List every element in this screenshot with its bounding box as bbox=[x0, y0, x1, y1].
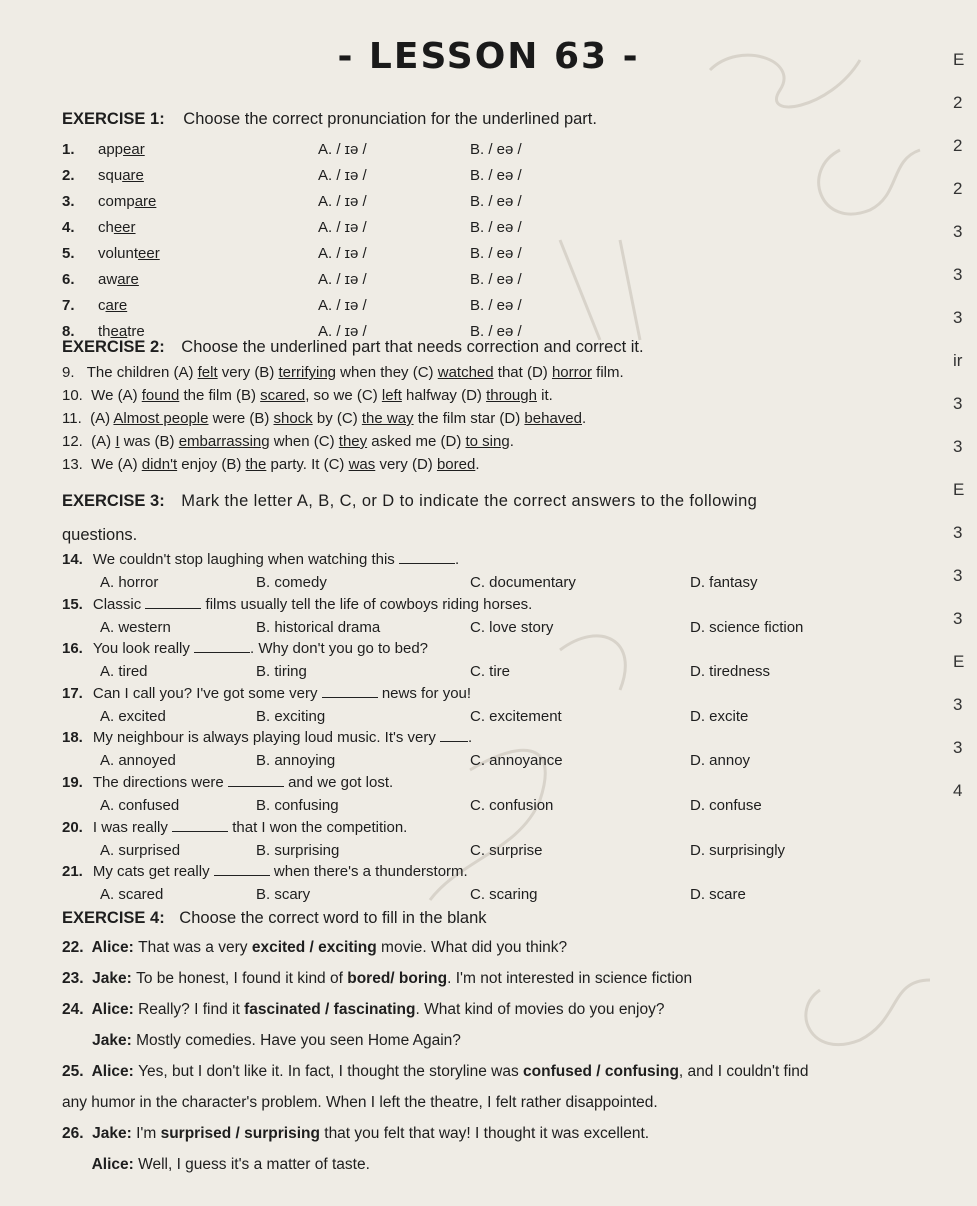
bold-text: surprised / surprising bbox=[160, 1125, 320, 1142]
word-underlined-part: ea bbox=[110, 323, 128, 340]
exercise4-heading bbox=[62, 909, 487, 928]
option-b: B. scary bbox=[256, 886, 311, 904]
question-number: 21. bbox=[62, 863, 83, 881]
sentence-text: halfway (D) bbox=[401, 387, 487, 404]
option-a: A. annoyed bbox=[100, 752, 176, 770]
question-text: The directions were bbox=[92, 774, 228, 791]
question-text: . bbox=[468, 729, 473, 747]
ex1-item-number: 5. bbox=[62, 245, 75, 262]
question-text: . Why don't you go to bed? bbox=[250, 640, 429, 658]
dialogue-text: . I'm not interested in science fiction bbox=[447, 970, 693, 987]
sentence-text: enjoy (B) bbox=[177, 456, 246, 473]
underlined-part: shock bbox=[273, 410, 313, 427]
answer-blank bbox=[214, 863, 270, 876]
option-b: B. comedy bbox=[256, 574, 327, 591]
option-c: C. tire bbox=[470, 663, 511, 681]
bold-text: Alice: bbox=[62, 1156, 139, 1173]
option-b: B. tiring bbox=[256, 663, 307, 681]
sentence-text: 12. (A) bbox=[62, 433, 116, 450]
edge-mark: E bbox=[953, 50, 965, 69]
option-d: D. scare bbox=[690, 886, 746, 904]
underlined-part: watched bbox=[437, 364, 494, 381]
word-part: aw bbox=[98, 271, 118, 288]
ex1-item-word bbox=[98, 219, 136, 236]
bold-text: 25. Alice: bbox=[62, 1063, 139, 1080]
ex1-option-a: A. / ɪə / bbox=[318, 141, 367, 158]
option-a: A. scared bbox=[100, 886, 164, 904]
edge-mark: 3 bbox=[953, 437, 963, 456]
bold-text: 23. Jake: bbox=[62, 970, 137, 987]
answer-blank bbox=[228, 774, 284, 787]
bold-text: fascinated / fascinating bbox=[244, 1001, 416, 1018]
dialogue-text: Mostly comedies. Have you seen Home Again? bbox=[136, 1032, 461, 1049]
dialogue-text: Really? I find it bbox=[138, 1001, 245, 1018]
option-a: A. confused bbox=[100, 797, 180, 814]
sentence-text: 13. We (A) bbox=[62, 456, 142, 473]
dialogue-text: Yes, but I don't like it. In fact, I thought the storyline was bbox=[138, 1063, 524, 1080]
option-c: C. documentary bbox=[470, 574, 576, 591]
ex1-option-a: A. / ɪə / bbox=[318, 245, 367, 262]
bold-text: 22. Alice: bbox=[62, 939, 139, 956]
dialogue-text: , and I couldn't find bbox=[678, 1063, 809, 1080]
edge-mark: 2 bbox=[953, 136, 963, 155]
sentence-text: very (D) bbox=[375, 456, 437, 473]
option-b: B. annoying bbox=[256, 752, 336, 770]
ex1-option-b: B. / eə / bbox=[470, 141, 522, 158]
edge-mark: 2 bbox=[953, 179, 963, 198]
exercise2-instruction: Choose the underlined part that needs correction and correct it. bbox=[181, 338, 644, 356]
ex1-option-a: A. / ɪə / bbox=[318, 323, 367, 340]
edge-mark: 3 bbox=[953, 566, 963, 585]
answer-blank bbox=[194, 640, 250, 653]
word-part: volunt bbox=[98, 245, 139, 262]
edge-mark: 4 bbox=[953, 781, 963, 800]
exercise2-heading bbox=[62, 338, 644, 357]
word-underlined-part: eer bbox=[113, 219, 136, 236]
bold-text: bored/ boring bbox=[347, 970, 448, 987]
sentence-text: 10. We (A) bbox=[62, 387, 142, 404]
sentence-text: . bbox=[475, 456, 480, 473]
option-c: C. surprise bbox=[470, 841, 543, 859]
sentence-text: party. It (C) bbox=[266, 456, 349, 473]
option-d: D. science fiction bbox=[690, 618, 804, 636]
question-number: 16. bbox=[62, 640, 83, 658]
word-part: comp bbox=[98, 193, 135, 210]
ex4-dialogue-line bbox=[62, 1001, 665, 1019]
option-d: D. fantasy bbox=[690, 574, 758, 591]
word-underlined-part: are bbox=[134, 193, 157, 210]
ex3-question bbox=[62, 640, 428, 657]
edge-mark: 3 bbox=[953, 394, 963, 413]
edge-mark: 3 bbox=[953, 523, 963, 542]
ex3-question bbox=[62, 819, 407, 836]
underlined-part: left bbox=[381, 387, 402, 404]
underlined-part: embarrassing bbox=[178, 433, 270, 450]
ex4-dialogue-line bbox=[62, 1032, 461, 1050]
bold-text: excited / exciting bbox=[251, 939, 377, 956]
exercise3-label: EXERCISE 3: bbox=[62, 492, 165, 510]
dialogue-text: any humor in the character's problem. When I left the theatre, I felt rather disappointed. bbox=[62, 1094, 658, 1111]
ex1-option-b: B. / eə / bbox=[470, 219, 522, 236]
option-d: D. tiredness bbox=[690, 663, 771, 681]
ex4-dialogue-line bbox=[62, 1063, 809, 1081]
ex1-option-b: B. / eə / bbox=[470, 167, 522, 184]
ex1-item-word bbox=[98, 141, 145, 158]
exercise3-instruction-line2: questions. bbox=[62, 526, 138, 544]
word-underlined-part: ear bbox=[123, 141, 145, 158]
answer-blank bbox=[399, 551, 455, 564]
underlined-part: felt bbox=[197, 364, 218, 381]
sentence-text: when they (C) bbox=[336, 364, 438, 381]
ex3-question bbox=[62, 774, 393, 791]
sentence-text: it. bbox=[536, 387, 553, 404]
sentence-text: was (B) bbox=[119, 433, 179, 450]
sentence-text: were (B) bbox=[208, 410, 274, 427]
ex1-option-a: A. / ɪə / bbox=[318, 297, 367, 314]
question-text: and we got lost. bbox=[283, 774, 394, 791]
option-a: A. tired bbox=[100, 663, 148, 681]
sentence-text: the film star (D) bbox=[413, 410, 525, 427]
option-d: D. confuse bbox=[690, 797, 762, 814]
dialogue-text: To be honest, I found it kind of bbox=[136, 970, 348, 987]
question-text: films usually tell the life of cowboys riding horses. bbox=[201, 595, 533, 613]
question-text: I was really bbox=[92, 818, 173, 836]
underlined-part: the bbox=[245, 456, 267, 473]
option-c: C. confusion bbox=[470, 797, 554, 814]
sentence-text: film. bbox=[591, 364, 624, 381]
underlined-part: horror bbox=[551, 364, 592, 381]
edge-mark: 3 bbox=[953, 609, 963, 628]
dialogue-text: I'm bbox=[136, 1125, 161, 1142]
ex4-dialogue-line bbox=[62, 1156, 370, 1174]
underlined-part: terrifying bbox=[278, 364, 337, 381]
ex1-item-number: 7. bbox=[62, 297, 75, 314]
word-part: squ bbox=[98, 167, 123, 184]
ex3-question bbox=[62, 596, 532, 613]
ex1-option-b: B. / eə / bbox=[470, 245, 522, 262]
underlined-part: to sing bbox=[465, 433, 510, 450]
question-text: Classic bbox=[92, 595, 146, 613]
dialogue-text: movie. What did you think? bbox=[376, 939, 568, 956]
edge-mark: E bbox=[953, 652, 965, 671]
question-text: My neighbour is always playing loud music. It's very bbox=[92, 729, 441, 747]
ex2-item bbox=[62, 387, 553, 404]
sentence-text: 9. The children (A) bbox=[62, 364, 198, 381]
option-c: C. annoyance bbox=[470, 752, 563, 770]
option-b: B. exciting bbox=[256, 707, 326, 725]
option-a: A. surprised bbox=[100, 841, 181, 859]
bold-text: 24. Alice: bbox=[62, 1001, 139, 1018]
ex1-item-number: 8. bbox=[62, 323, 75, 340]
question-number: 20. bbox=[62, 818, 83, 836]
dialogue-text: That was a very bbox=[138, 939, 252, 956]
word-part: c bbox=[98, 297, 106, 314]
ex4-dialogue-line bbox=[62, 970, 692, 988]
underlined-part: through bbox=[486, 387, 537, 404]
sentence-text: , so we (C) bbox=[305, 387, 382, 404]
ex2-item bbox=[62, 456, 480, 473]
ex4-dialogue-line bbox=[62, 1125, 649, 1143]
sentence-text: very (B) bbox=[217, 364, 279, 381]
sentence-text: . bbox=[509, 433, 514, 450]
word-part: ch bbox=[98, 219, 114, 236]
page-title: - LESSON 63 - bbox=[337, 36, 640, 77]
word-underlined-part: are bbox=[117, 271, 139, 288]
ex1-option-b: B. / eə / bbox=[470, 271, 522, 288]
option-c: C. scaring bbox=[470, 886, 538, 904]
ex1-item-number: 3. bbox=[62, 193, 75, 210]
ex1-item-number: 1. bbox=[62, 141, 75, 158]
underlined-part: Almost people bbox=[113, 410, 209, 427]
bold-text: confused / confusing bbox=[523, 1063, 679, 1080]
ex1-option-a: A. / ɪə / bbox=[318, 193, 367, 210]
ex2-item bbox=[62, 433, 514, 450]
option-d: D. annoy bbox=[690, 752, 751, 770]
exercise4-instruction: Choose the correct word to fill in the blank bbox=[179, 909, 487, 927]
ex1-item-word bbox=[98, 271, 139, 288]
ex4-dialogue-line bbox=[62, 939, 567, 957]
question-text: . bbox=[454, 551, 460, 568]
option-a: A. excited bbox=[100, 707, 166, 725]
exercise2-label: EXERCISE 2: bbox=[62, 338, 165, 356]
question-number: 15. bbox=[62, 595, 83, 613]
edge-mark: ir bbox=[953, 351, 963, 370]
question-text: news for you! bbox=[377, 684, 472, 702]
question-number: 18. bbox=[62, 729, 83, 747]
ex1-option-b: B. / eə / bbox=[470, 297, 522, 314]
question-text: You look really bbox=[92, 640, 195, 658]
edge-mark: E bbox=[953, 480, 965, 499]
answer-blank bbox=[145, 596, 201, 609]
underlined-part: scared bbox=[260, 387, 306, 404]
underlined-part: didn't bbox=[141, 456, 178, 473]
option-c: C. excitement bbox=[470, 707, 562, 725]
option-a: A. horror bbox=[100, 574, 159, 591]
word-underlined-part: are bbox=[105, 297, 128, 314]
sentence-text: . bbox=[581, 410, 587, 427]
sentence-text: by (C) bbox=[312, 410, 362, 427]
sentence-text: asked me (D) bbox=[367, 433, 466, 450]
sentence-text: 11. (A) bbox=[62, 410, 114, 427]
ex1-option-b: B. / eə / bbox=[470, 193, 522, 210]
exercise3-heading bbox=[62, 492, 757, 511]
exercise1-instruction: Choose the correct pronunciation for the underlined part. bbox=[183, 110, 597, 128]
underlined-part: they bbox=[338, 433, 368, 450]
word-part: th bbox=[98, 323, 111, 340]
ex1-option-b: B. / eə / bbox=[470, 323, 522, 340]
question-text: My cats get really bbox=[92, 863, 214, 881]
answer-blank bbox=[172, 819, 228, 832]
ex2-item bbox=[62, 410, 586, 427]
exercise3-instruction-line1: Mark the letter A, B, C, or D to indicate the correct answers to the following bbox=[181, 492, 758, 510]
option-d: D. excite bbox=[690, 707, 749, 725]
word-underlined-part: are bbox=[122, 167, 144, 184]
sentence-text: when (C) bbox=[269, 433, 339, 450]
bold-text: Jake: bbox=[62, 1032, 137, 1049]
exercise1-heading bbox=[62, 110, 597, 129]
edge-mark: 3 bbox=[953, 265, 963, 284]
question-text: when there's a thunderstorm. bbox=[269, 863, 468, 881]
answer-blank bbox=[440, 729, 468, 742]
ex4-dialogue-line bbox=[62, 1094, 658, 1112]
word-part: app bbox=[98, 141, 124, 158]
edge-mark: 3 bbox=[953, 738, 963, 757]
ex1-item-word bbox=[98, 193, 156, 210]
dialogue-text: that you felt that way! I thought it was excellent. bbox=[319, 1125, 650, 1142]
dialogue-text: . What kind of movies do you enjoy? bbox=[415, 1001, 665, 1018]
underlined-part: was bbox=[348, 456, 376, 473]
word-underlined-part: eer bbox=[138, 245, 160, 262]
dialogue-text: Well, I guess it's a matter of taste. bbox=[138, 1156, 370, 1173]
option-b: B. historical drama bbox=[256, 618, 381, 636]
edge-mark: 3 bbox=[953, 222, 963, 241]
underlined-part: I bbox=[115, 433, 120, 450]
option-a: A. western bbox=[100, 618, 171, 636]
exercise1-label: EXERCISE 1: bbox=[62, 110, 165, 128]
ex2-item bbox=[62, 364, 624, 381]
ex1-item-word bbox=[98, 245, 160, 262]
bold-text: 26. Jake: bbox=[62, 1125, 137, 1142]
edge-mark: 2 bbox=[953, 93, 963, 112]
answer-blank bbox=[322, 685, 378, 698]
ex1-item-word bbox=[98, 297, 127, 314]
ex3-question bbox=[62, 729, 472, 746]
question-number: 14. bbox=[62, 551, 83, 568]
exercise4-label: EXERCISE 4: bbox=[62, 909, 165, 927]
ex3-question bbox=[62, 551, 459, 568]
ex1-option-a: A. / ɪə / bbox=[318, 167, 367, 184]
option-d: D. surprisingly bbox=[690, 841, 786, 859]
ex1-item-number: 2. bbox=[62, 167, 75, 184]
option-b: B. surprising bbox=[256, 841, 340, 859]
ex1-item-number: 6. bbox=[62, 271, 75, 288]
underlined-part: the way bbox=[361, 410, 414, 427]
edge-mark: 3 bbox=[953, 695, 963, 714]
option-c: C. love story bbox=[470, 618, 554, 636]
sentence-text: the film (B) bbox=[179, 387, 261, 404]
question-text: that I won the competition. bbox=[228, 818, 408, 836]
underlined-part: bored bbox=[436, 456, 476, 473]
question-text: Can I call you? I've got some very bbox=[92, 684, 322, 702]
ex1-option-a: A. / ɪə / bbox=[318, 271, 367, 288]
ex3-question bbox=[62, 863, 468, 880]
option-b: B. confusing bbox=[256, 797, 339, 814]
ex1-option-a: A. / ɪə / bbox=[318, 219, 367, 236]
ex1-item-word bbox=[98, 167, 144, 184]
sentence-text: that (D) bbox=[493, 364, 552, 381]
question-number: 17. bbox=[62, 684, 83, 702]
underlined-part: found bbox=[141, 387, 180, 404]
question-text: We couldn't stop laughing when watching this bbox=[92, 551, 399, 568]
underlined-part: behaved bbox=[524, 410, 582, 427]
ex3-question bbox=[62, 685, 471, 702]
question-number: 19. bbox=[62, 774, 83, 791]
word-part: tre bbox=[127, 323, 145, 340]
ex1-item-number: 4. bbox=[62, 219, 75, 236]
edge-mark: 3 bbox=[953, 308, 963, 327]
